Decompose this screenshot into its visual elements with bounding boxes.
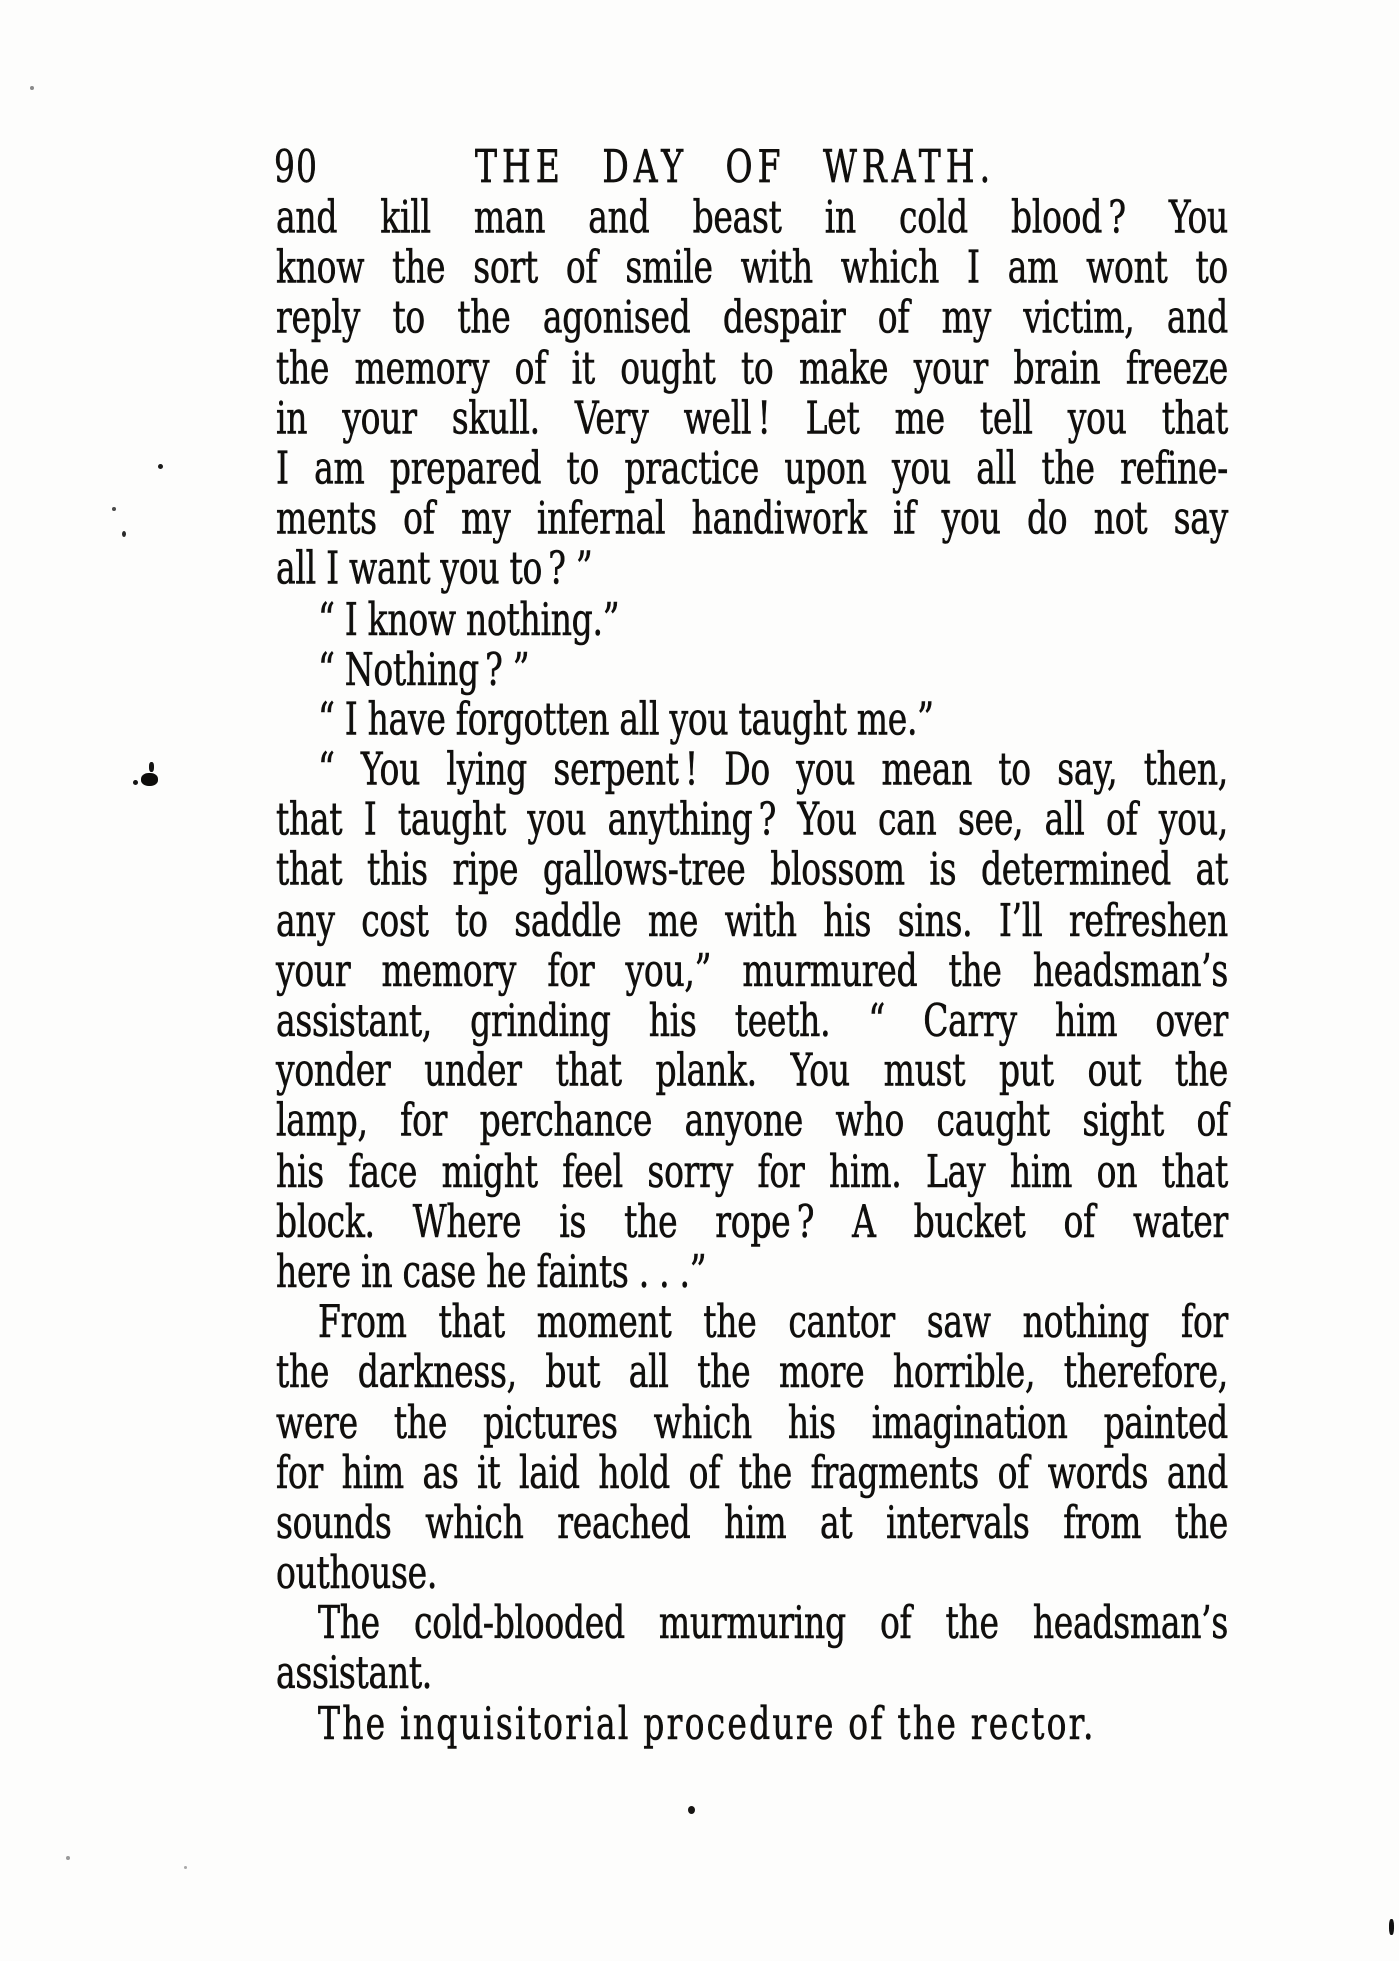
text-line: sounds which reached him at intervals from the [276, 1495, 1228, 1549]
text-line: lamp, for perchance anyone who caught sight of [276, 1094, 1228, 1147]
text-line: your memory for you,” murmured the headsman’s [276, 943, 1228, 997]
text-line: The cold-blooded murmuring of the headsman’s [318, 1596, 1228, 1649]
text-line: From that moment the cantor saw nothing for [318, 1295, 1228, 1348]
margin-speck [122, 531, 126, 537]
text-line: know the sort of smile with which I am wont to [276, 240, 1228, 294]
running-header-title: THE DAY OF WRATH. [474, 140, 996, 193]
faint-speck [66, 1856, 70, 1860]
section-end-dot [688, 1806, 695, 1814]
text-line: his face might feel sorry for him. Lay him on that [276, 1144, 1228, 1198]
margin-blot [149, 762, 154, 772]
faint-speck [30, 86, 34, 90]
text-line: assistant. [276, 1646, 432, 1700]
margin-blot [133, 780, 138, 785]
edge-mark [1389, 1919, 1394, 1935]
text-line: yonder under that plank. You must put out the [276, 1044, 1228, 1097]
text-line: “ Nothing ? ” [318, 642, 530, 696]
text-line: and kill man and beast in cold blood ? You [276, 190, 1228, 244]
text-line: block. Where is the rope ? A bucket of water [276, 1194, 1228, 1248]
page-number: 90 [274, 140, 318, 193]
margin-speck [112, 507, 116, 511]
text-line: “ I have forgotten all you taught me.” [318, 692, 934, 746]
margin-speck [158, 464, 163, 469]
text-line: the memory of it ought to make your brain freeze [276, 341, 1228, 394]
text-line: here in case he faints . . .” [276, 1244, 707, 1298]
text-line: The inquisitorial procedure of the rector. [318, 1696, 1096, 1750]
text-line: any cost to saddle me with his sins. I’ll refreshen [276, 893, 1228, 947]
text-line: assistant, grinding his teeth. “ Carry him over [276, 993, 1228, 1047]
body-text [276, 192, 1228, 1748]
text-line: that this ripe gallows-tree blossom is determined at [276, 843, 1228, 896]
text-line: all I want you to ? ” [276, 542, 593, 595]
text-line: “ You lying serpent ! Do you mean to say, then, [318, 742, 1228, 796]
margin-blot [141, 773, 158, 786]
text-line: for him as it laid hold of the fragments of words and [276, 1445, 1228, 1499]
faint-speck [184, 1866, 187, 1869]
text-line: the darkness, but all the more horrible, therefore, [276, 1345, 1228, 1398]
text-line: I am prepared to practice upon you all the refine- [276, 441, 1228, 495]
text-line: in your skull. Very well ! Let me tell you that [276, 391, 1228, 445]
text-line: that I taught you anything ? You can see, all of you, [276, 793, 1228, 846]
text-line: ments of my infernal handiwork if you do not say [276, 491, 1228, 545]
text-line: were the pictures which his imagination painted [276, 1395, 1228, 1449]
text-line: outhouse. [276, 1546, 438, 1599]
text-line: reply to the agonised despair of my victim, and [276, 291, 1228, 344]
text-line: “ I know nothing.” [318, 592, 620, 645]
